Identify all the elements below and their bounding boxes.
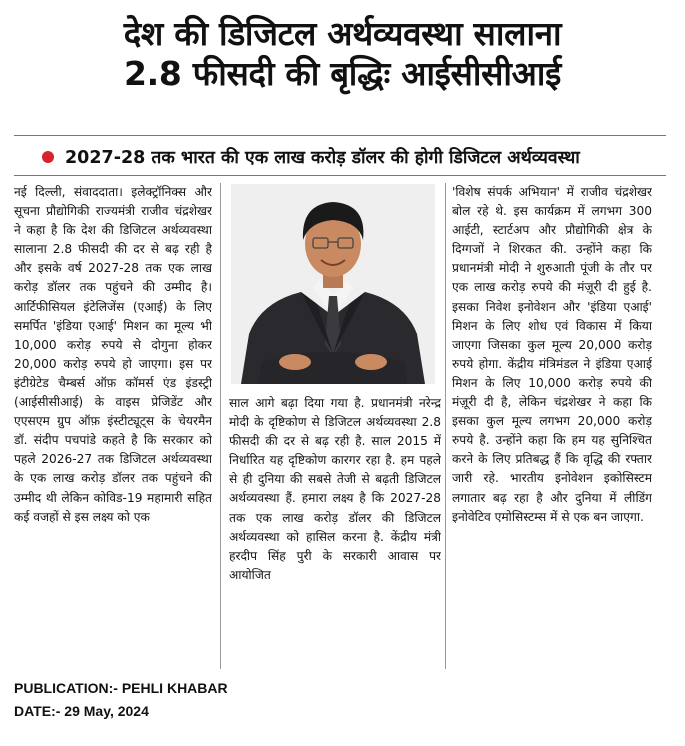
headline bbox=[0, 14, 685, 95]
article-column-1: नई दिल्ली, संवाददाता। इलेक्ट्रॉनिक्स और सूचना प्रौद्योगिकी राज्यमंत्री राजीव चंद्रशेखर ने कहा है कि देश की डिजिटल अर्थव्यवस्था सालाना 2.8 फीसदी की दर से बढ़ रही है और इसके वर्ष 2027-28 तक एक लाख करोड़ डॉलर तक पहुंचने की उम्मीद है। आर्टिफीसियल इंटेलिजेंस (एआई) के लिए समर्पित 'इंडिया एआई' मिशन का मूल्य भी 10,000 करोड़ रुपये से दोगुना होकर 20,000 करोड़ रुपये हो जाएगा। इस पर इंटीग्रेटेड चैम्बर्स ऑफ़ कॉमर्स एंड इंडस्ट्री (आईसीसीआई) के वाइस प्रेजिडेंट और एएसएम ग्रुप ऑफ़ इंस्टीट्यूट्स के चेयरमैन डॉ. संदीप पचपांडे कहते है कि सरकार को पहले 2026-27 तक डिजिटल अर्थव्यवस्था के एक लाख करोड़ डॉलर तक पहुंचने की उम्मीद थी लेकिन कोविड-19 महामारी सहित कई वजहों से इस लक्ष्य को एक bbox=[14, 185, 212, 524]
article-column-2: साल आगे बढ़ा दिया गया है. प्रधानमंत्री नरेन्द्र मोदी के दृष्टिकोण से डिजिटल अर्थव्यवस्था 2.8 फीसदी की दर से बढ़ रही है. साल 2015 में निर्धारित यह दृष्टिकोण कारगर रहा है. हम पहले से ही दुनिया की सबसे तेजी से बढ़ती डिजिटल अर्थव्यवस्था हैं. हमारा लक्ष्य है कि 2027-28 तक एक लाख करोड़ डॉलर की डिजिटल अर्थव्यवस्था को हासिल करना है. केंद्रीय मंत्री हरदीप सिंह पुरी के सरकारी आवास पर आयोजित bbox=[229, 396, 441, 582]
subheadline-text: 2027-28 तक भारत की एक लाख करोड़ डॉलर की होगी डिजिटल अर्थव्यवस्था bbox=[65, 148, 580, 168]
article-column-3: 'विशेष संपर्क अभियान' में राजीव चंद्रशेखर बोल रहे थे. इस कार्यक्रम में लगभग 300 आईटी, स्टार्टअप और प्रौद्योगिकी क्षेत्र के दिग्गजों ने शिरकत की. उन्होंने कहा कि प्रधानमंत्री मोदी ने शुरुआती पूंजी के तौर पर एक लाख करोड़ रुपये की मंज़ूरी दी हुई है. इसका निवेश इनोवेशन और 'इंडिया एआई' मिशन के लिए शोध एवं विकास में किया जाएगा जिसका कुल मूल्य 20,000 करोड़ रुपये होगा. केंद्रीय मंत्रिमंडल ने इंडिया एआई मिशन के लिए 10,000 करोड़ रुपये की मंज़ूरी दी है, लेकिन चंद्रशेखर ने कहा कि इसका कुल मूल्य लगभग 20,000 करोड़ रुपये है. उन्होंने कहा कि हम यह सुनिश्चित करने के लिए प्रतिबद्ध हैं कि वृद्धि की रफ्तार जारी रहे. भारतीय इनोवेशन इकोसिस्टम लगातार बढ़ रहा है और दुनिया में लीडिंग इनोवेटिव एमोसिस्टम्स में से एक बन जाएगा. bbox=[452, 185, 652, 524]
date-label: DATE:- 29 May, 2024 bbox=[14, 703, 149, 719]
subheadline-rule bbox=[14, 175, 666, 176]
headline-rule bbox=[14, 135, 666, 136]
headline-line-1: देश की डिजिटल अर्थव्यवस्था सालाना bbox=[123, 14, 562, 53]
column-divider bbox=[445, 183, 446, 669]
portrait-illustration bbox=[231, 184, 435, 384]
portrait-photo bbox=[231, 184, 435, 384]
column-divider bbox=[220, 183, 221, 669]
subheadline bbox=[42, 145, 662, 169]
headline-line-2: 2.8 फीसदी की बृद्धिः आईसीसीआई bbox=[124, 54, 561, 94]
publication-label: PUBLICATION:- PEHLI KHABAR bbox=[14, 680, 228, 696]
red-bullet-icon bbox=[42, 151, 54, 163]
